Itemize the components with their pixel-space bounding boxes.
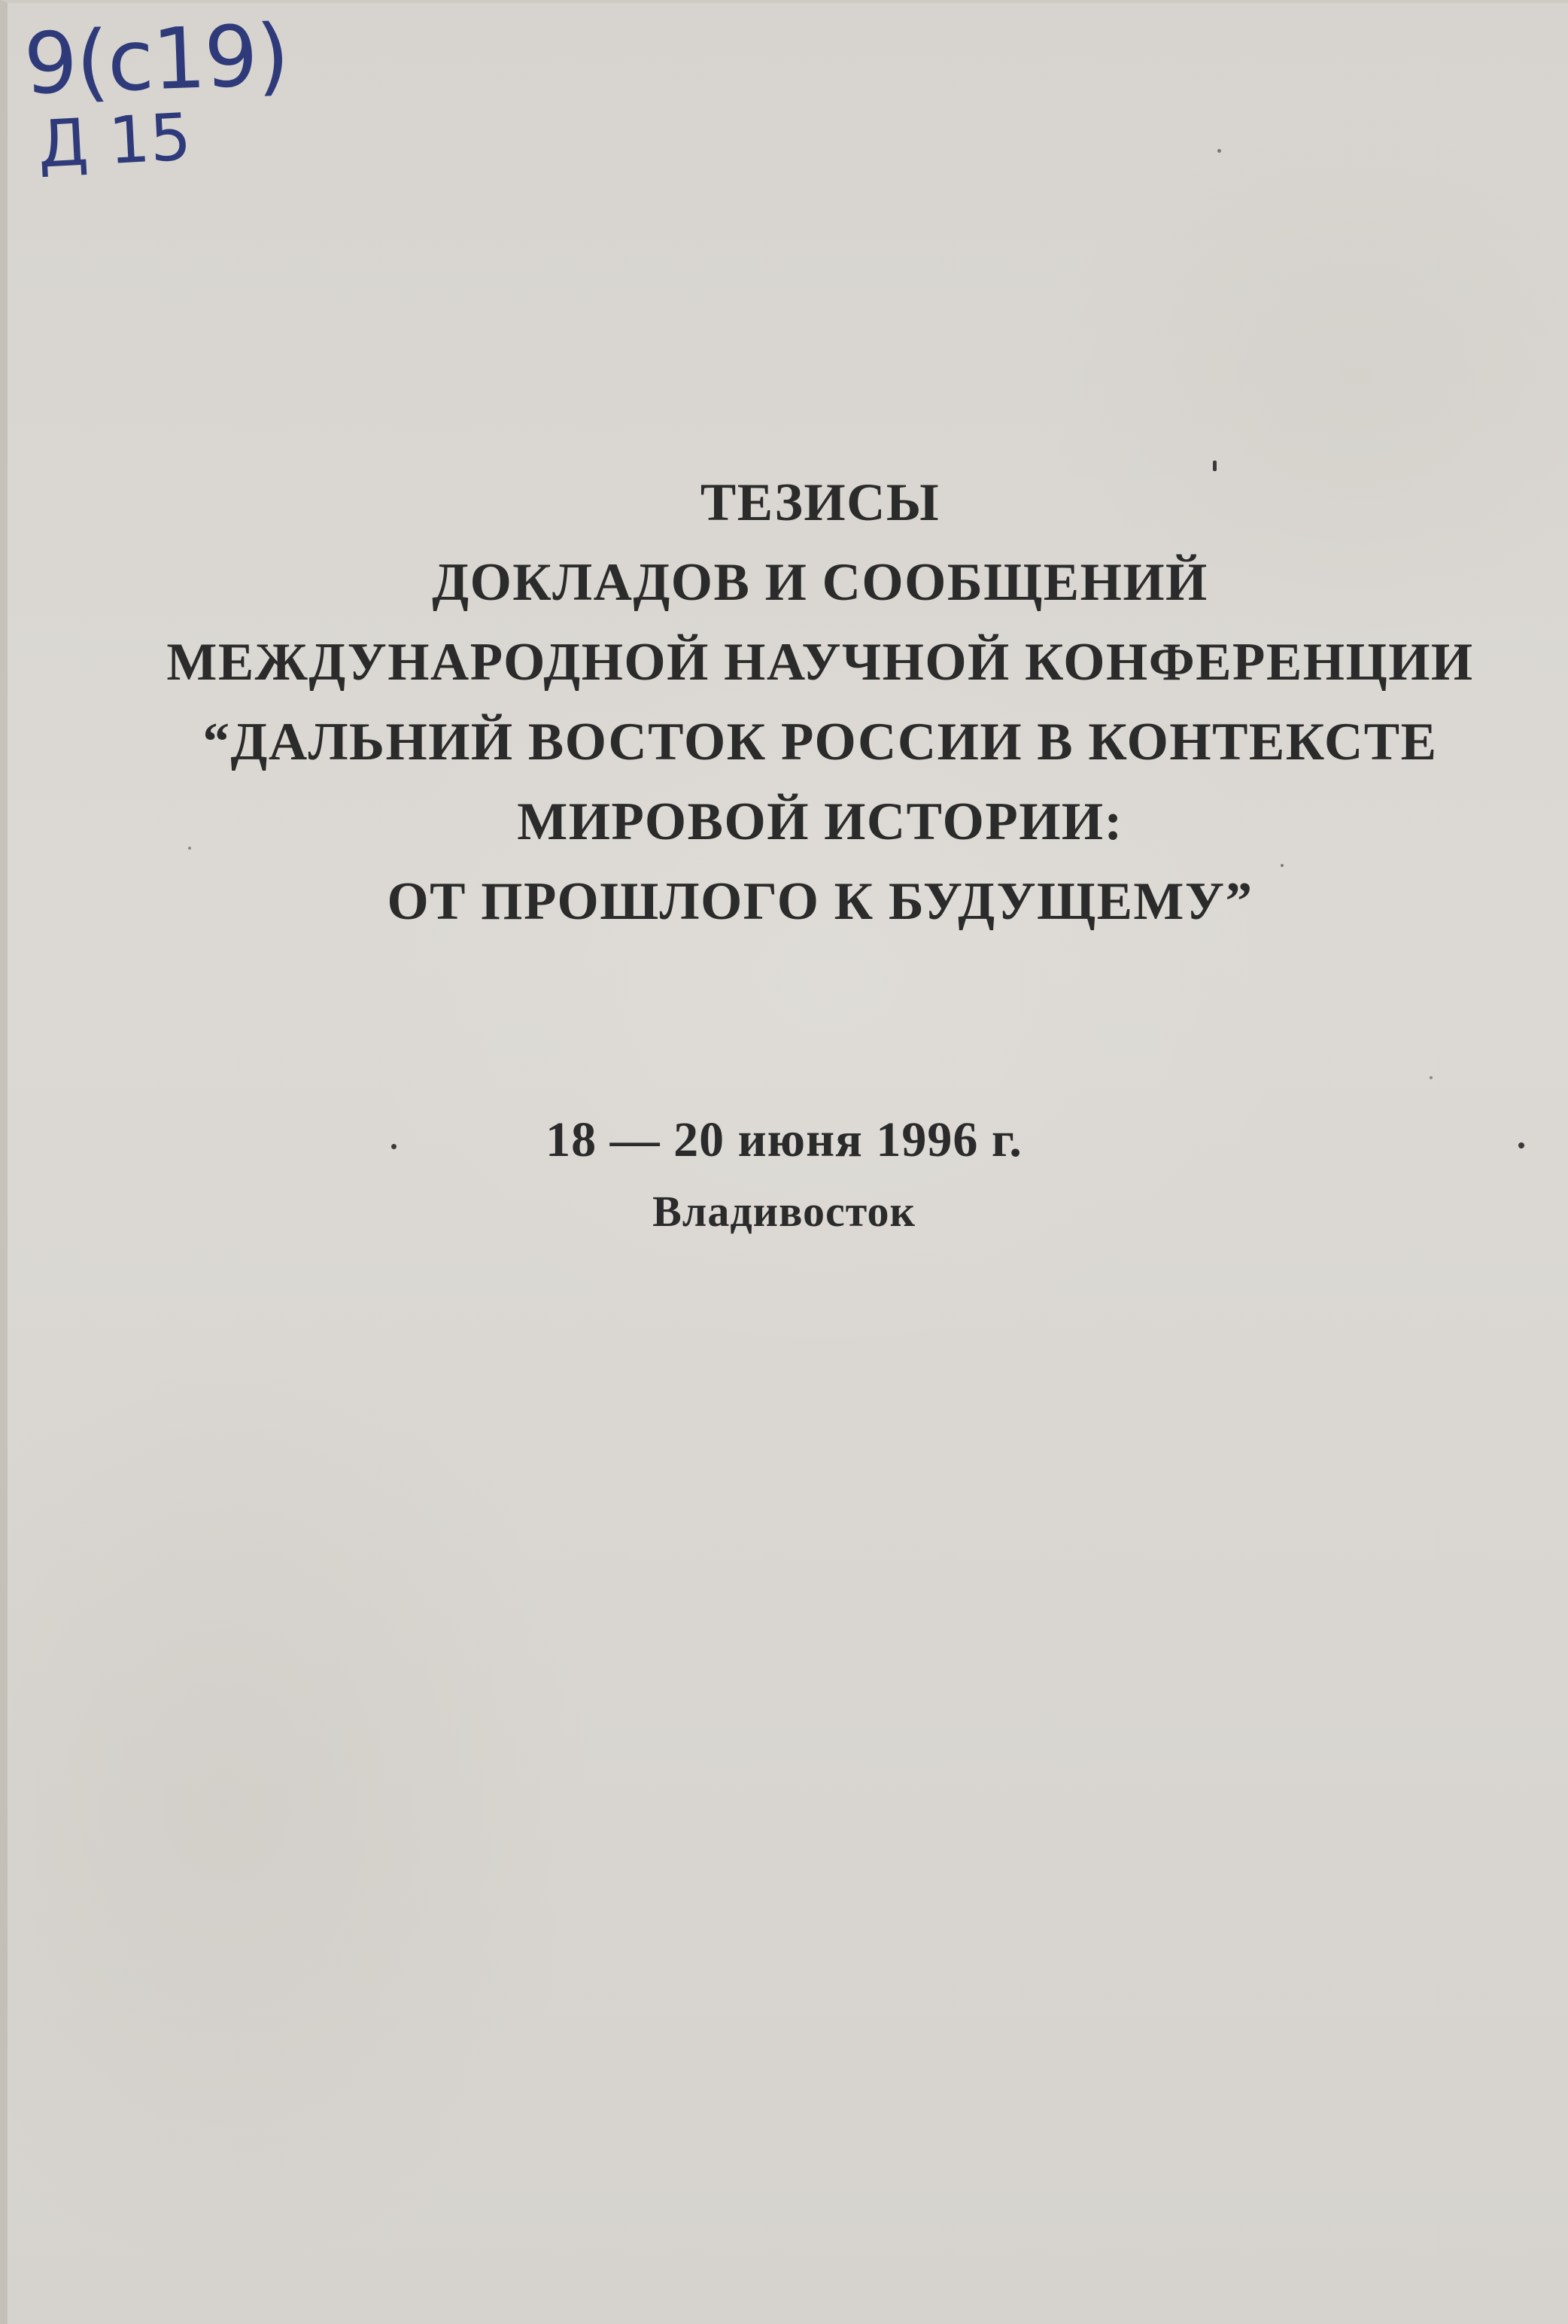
event-info xyxy=(0,1103,1568,1246)
title-line-2: ДОКЛАДОВ И СООБЩЕНИЙ xyxy=(432,553,1208,612)
event-dates: 18 — 20 июня 1996 г. xyxy=(545,1112,1023,1167)
event-city: Владивосток xyxy=(652,1187,916,1236)
paper-speck xyxy=(1213,461,1217,471)
paper-speck xyxy=(1430,1076,1433,1079)
library-shelfmark xyxy=(22,6,290,183)
paper-speck xyxy=(1281,864,1284,867)
paper-speck xyxy=(1217,149,1221,153)
title-line-6: ОТ ПРОШЛОГО К БУДУЩЕМУ” xyxy=(387,872,1253,931)
paper-speck xyxy=(1518,1142,1524,1148)
shelfmark-line-2: Д 15 xyxy=(35,99,193,183)
title-line-5: МИРОВОЙ ИСТОРИИ: xyxy=(517,792,1123,851)
document-title xyxy=(120,463,1520,941)
title-line-3: МЕЖДУНАРОДНОЙ НАУЧНОЙ КОНФЕРЕНЦИИ xyxy=(166,633,1474,692)
shelfmark-line-1: 9(с19) xyxy=(22,6,290,114)
paper-speck xyxy=(188,847,191,850)
title-line-4: “ДАЛЬНИЙ ВОСТОК РОССИИ В КОНТЕКСТЕ xyxy=(202,713,1438,771)
paper-speck xyxy=(391,1144,397,1149)
title-line-1: ТЕЗИСЫ xyxy=(700,473,940,532)
